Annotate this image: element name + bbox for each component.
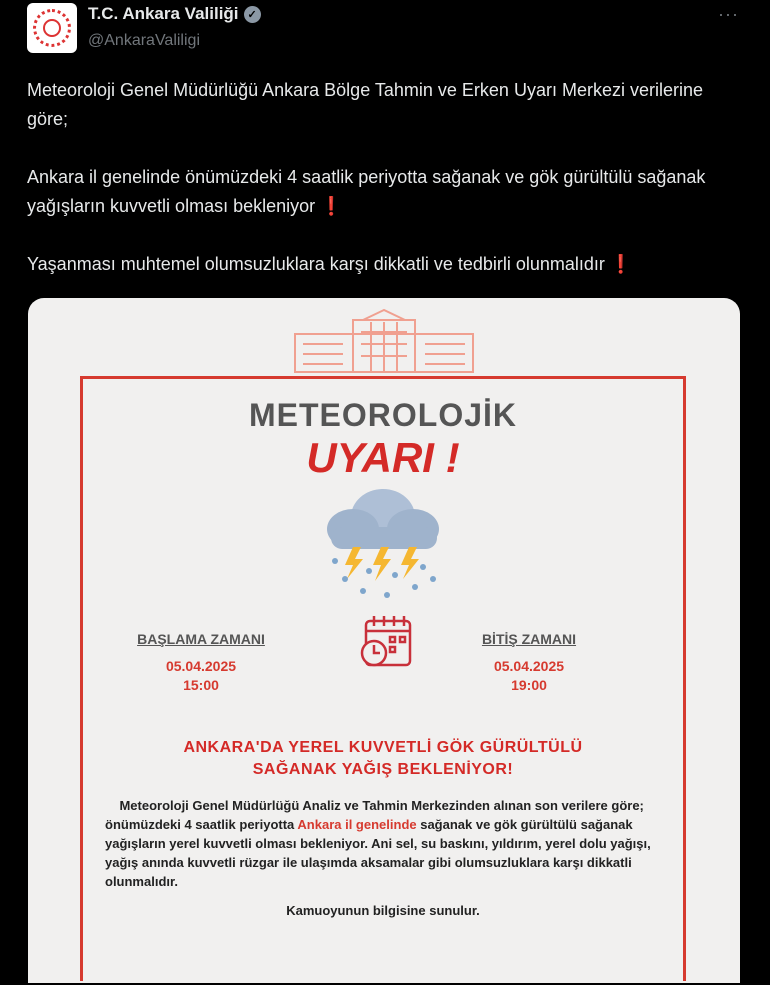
poster-headline — [83, 737, 683, 781]
exclamation-icon: ❗ — [609, 254, 633, 274]
start-time: 15:00 — [183, 677, 219, 693]
start-label: BAŞLAMA ZAMANI — [137, 631, 265, 647]
end-label: BİTİŞ ZAMANI — [481, 631, 577, 647]
paragraph-text: Ankara il genelinde önümüzdeki 4 saatlik periyotta sağanak ve gök gürültülü sağanak yağışların kuvvetli olması bekleniyor — [27, 167, 706, 216]
author-handle[interactable]: @AnkaraValiligi — [88, 32, 200, 49]
start-date: 05.04.2025 — [165, 658, 237, 674]
avatar[interactable] — [27, 3, 77, 53]
body-text: Meteoroloji Genel Müdürlüğü Analiz ve Tahmin Merkezinden alınan son verilere göre; önümüzdeki 4 saatlik periyotta — [105, 798, 644, 832]
author-name[interactable]: T.C. Ankara Valiliği ✓ — [88, 4, 261, 24]
paragraph — [27, 163, 747, 221]
exclamation-icon: ❗ — [320, 196, 343, 216]
headline-line: ANKARA'DA YEREL KUVVETLİ GÖK GÜRÜLTÜLÜ — [183, 739, 583, 756]
verified-badge-icon: ✓ — [244, 6, 261, 23]
calendar-clock-icon — [358, 613, 414, 669]
paragraph — [27, 250, 747, 279]
warning-poster — [80, 376, 686, 981]
end-time: 19:00 — [511, 677, 547, 693]
tweet-image[interactable] — [28, 298, 740, 983]
closing-text: Kamuoyunun bilgisine sunulur. — [286, 903, 480, 918]
building-icon — [293, 308, 475, 374]
poster-warning: UYARI ! — [306, 434, 460, 481]
tweet-text — [27, 76, 747, 308]
poster-body — [105, 796, 667, 891]
paragraph: Meteoroloji Genel Müdürlüğü Ankara Bölge Tahmin ve Erken Uyarı Merkezi verilerine göre; — [27, 80, 703, 129]
paragraph-text: Yaşanması muhtemel olumsuzluklara karşı dikkatli ve tedbirli olunmalıdır — [27, 254, 605, 274]
body-highlight: Ankara il genelinde — [297, 817, 417, 832]
storm-cloud-icon — [323, 479, 443, 604]
headline-line: SAĞANAK YAĞIŞ BEKLENİYOR! — [252, 761, 514, 778]
more-options-icon[interactable]: ··· — [718, 4, 739, 24]
emblem-icon — [33, 9, 71, 47]
body-text: sağanak ve gök gürültülü sağanak yağışların yerel kuvvetli olması bekleniyor. Ani sel, su baskını, yıldırım, yerel dolu yağışı, yağış anında kuvvetli rüzgar ile ulaşımda aksamalar gibi olumsuzluklara karşı dikkatli olunmalıdır. — [105, 817, 651, 889]
end-date: 05.04.2025 — [493, 658, 565, 674]
poster-title: METEOROLOJİK — [248, 397, 517, 433]
